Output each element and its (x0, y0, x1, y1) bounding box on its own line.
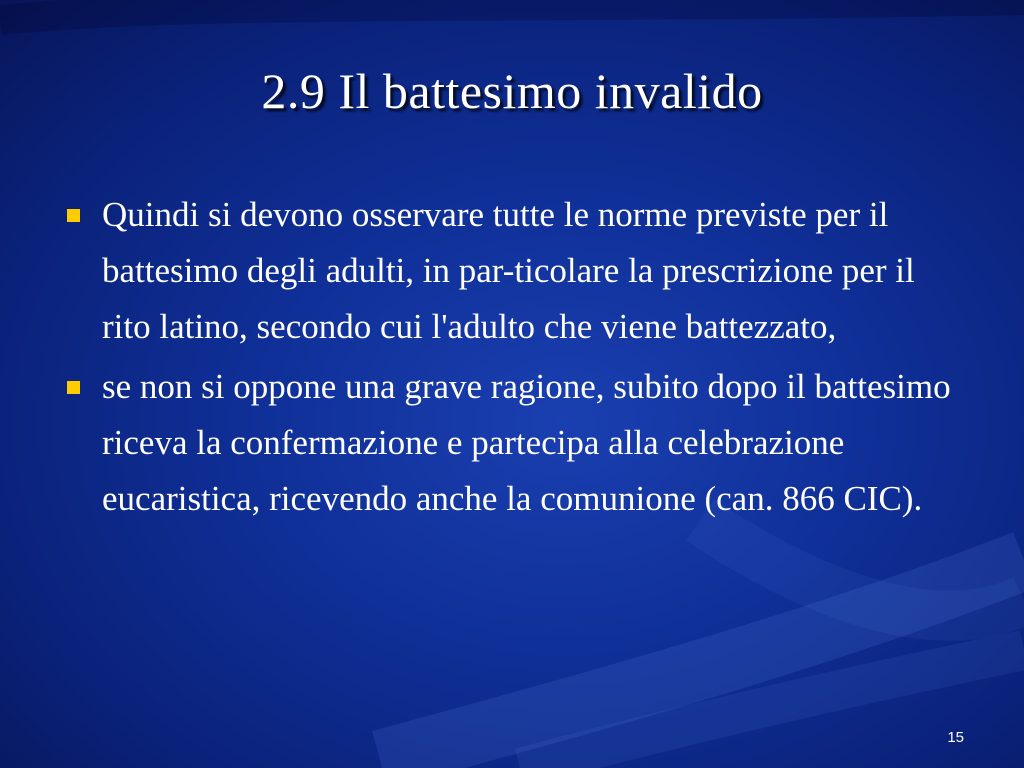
bullet-list (62, 187, 972, 531)
square-bullet-icon (67, 381, 80, 394)
bullet-text: Quindi si devono osservare tutte le norme previste per il battesimo degli adulti, in par-ticolare la prescrizione per il rito latino, secondo cui l'adulto che viene battezzato, (102, 195, 915, 346)
bullet-item (62, 187, 972, 355)
slide-title: 2.9 Il battesimo invalido (261, 63, 763, 119)
bullet-item (62, 359, 972, 527)
square-bullet-icon (67, 209, 80, 222)
bullet-text: se non si oppone una grave ragione, subito dopo il battesimo riceva la confermazione e partecipa alla celebrazione eucaristica, ricevendo anche la comunione (can. 866 CIC). (102, 367, 951, 518)
page-number: 15 (947, 729, 964, 746)
